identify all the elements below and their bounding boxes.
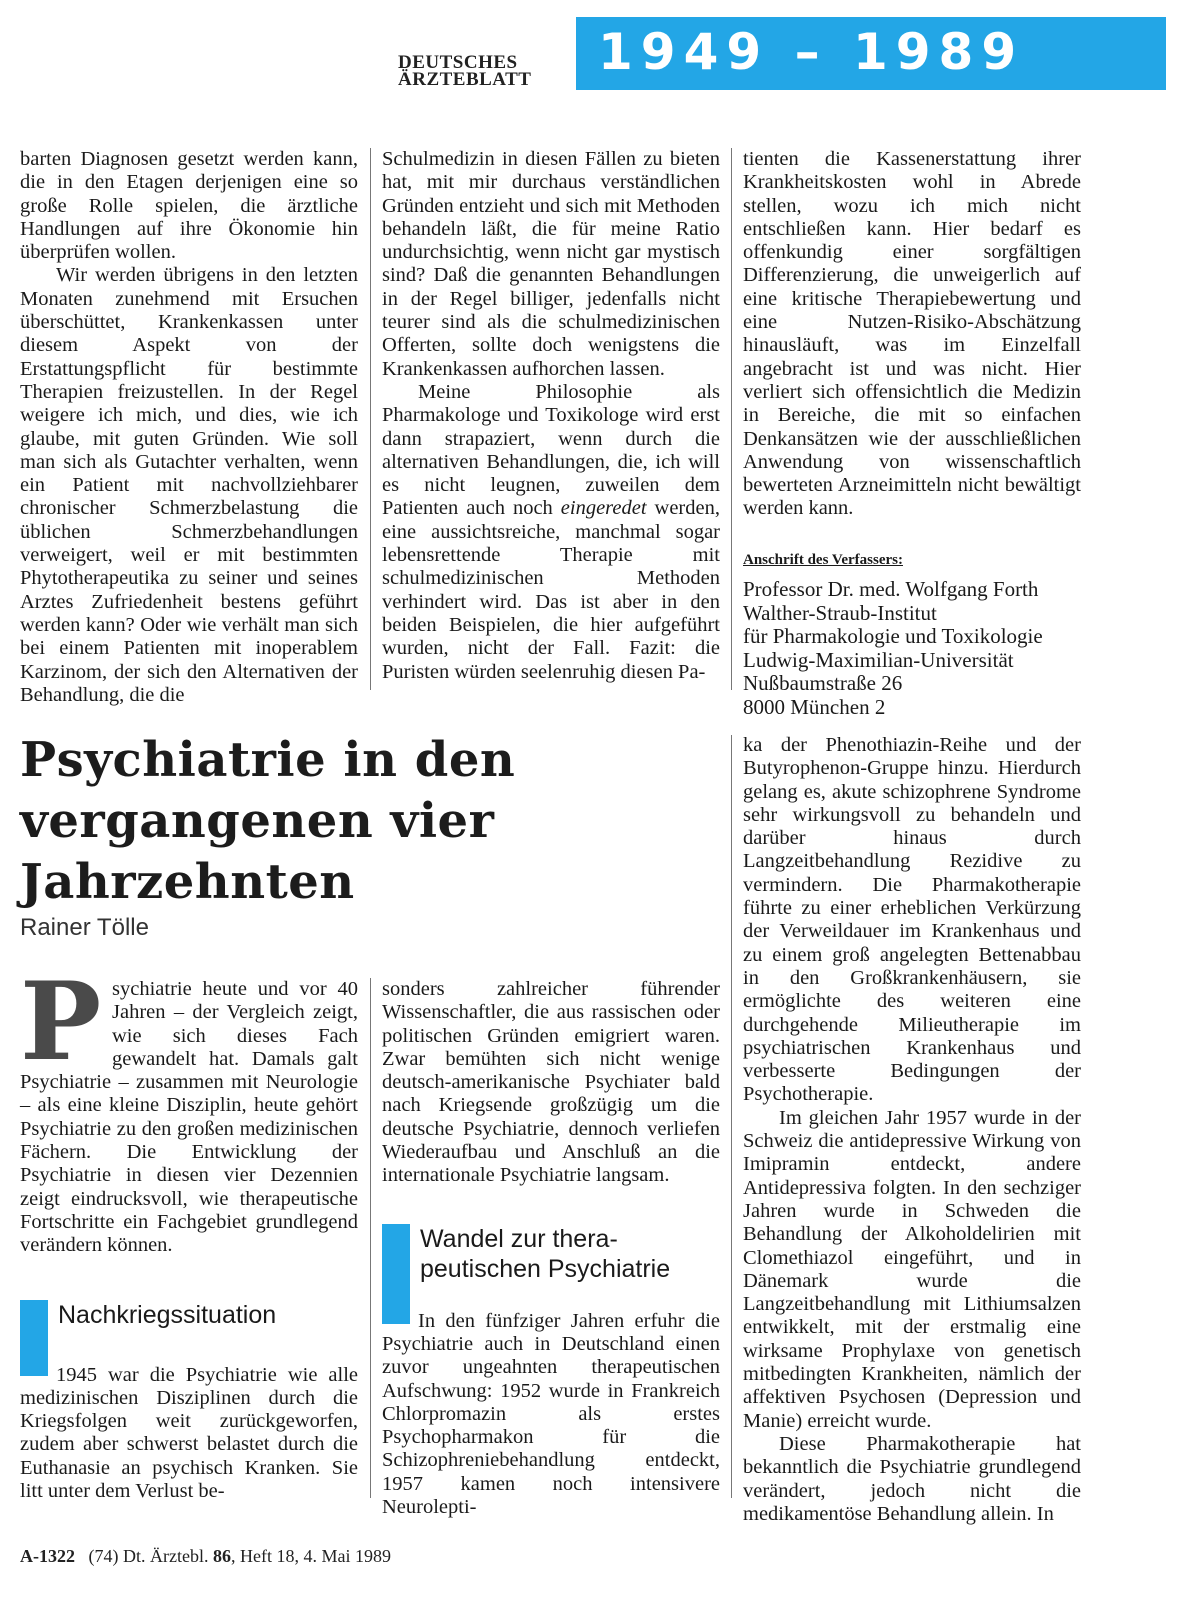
paragraph: sonders zahlreicher führender Wissenschaftler, die aus rassischen oder politischen Gründen emigriert waren. Zwar bemühten sich nicht wenige deutsch-amerikanische Psychiater bald nach Kriegsende großzügig um die deutsche Psychiatrie, dennoch verliefen Wiederaufbau und Anschluß an die internationale Psychiatrie langsam. (382, 978, 720, 1187)
address-line: für Pharmakologie und Toxikologie (743, 624, 1043, 649)
paragraph: ka der Phenothiazin-Reihe und der Butyrophenon-Gruppe hinzu. Hierdurch gelang es, akute schizophrene Syndrome sehr wirkungsvoll zu behandeln und darüber hinaus durch Langzeitbehandlung Rezidive zu vermindern. Die Pharmakotherapie führte zu einer erheblichen Verkürzung der Verweildauer im Krankenhaus und zu einem groß angelegten Bettenabbau in den Großkrankenhäusern, sie ermöglichte des weiteren eine durchgehende Milieutherapie im psychiatrischen Krankenhaus und verbesserte Bedingungen der Psychotherapie. (743, 734, 1081, 1106)
article-column-1 (20, 959, 358, 1503)
masthead-year-banner (576, 17, 1166, 90)
section-accent-bar (20, 1300, 48, 1376)
section-heading-wandel (382, 1224, 720, 1310)
address-line: Ludwig-Maximilian-Universität (743, 647, 1014, 672)
page-number: A-1322 (20, 1546, 75, 1566)
column-divider (370, 978, 371, 1498)
volume-number: 86 (212, 1546, 231, 1566)
section-title (420, 1224, 670, 1284)
article-column-3 (743, 734, 1081, 1526)
masthead-title-line2: ÄRZTEBLATT (398, 69, 532, 90)
paragraph: barten Diagnosen gesetzt werden kann, die in den Etagen derjenigen eine so große Rolle spielen, die ärztliche Handlungen auf ihre Ökonomie hin überprüfen wollen. (20, 148, 358, 264)
masthead-years: 1949 – 1989 (598, 23, 1025, 81)
masthead-title (398, 54, 566, 88)
intro-text: sychiatrie heute und vor 40 Jahren – der Vergleich zeigt, wie sich dieses Fach gewandelt hat. Damals galt Psychiatrie – zusammen mit Neurologie – als eine kleine Disziplin, heute gehört Psychiatrie zu den großen medizinischen Fächern. Die Entwicklung der Psychiatrie in diesen vier Dezennien zeigt eindrucksvoll, wie therapeutische Fortschritte ein Fachgebiet grundlegend verändern können. (20, 978, 358, 1257)
paragraph: Im gleichen Jahr 1957 wurde in der Schweiz die antidepressive Wirkung von Imipramin entdeckt, andere Antidepressiva folgten. In den sechziger Jahren wurde in Schweden die Behandlung der Alkoholdelirien mit Clomethiazol eingeführt, und in Dänemark wurde die Langzeitbehandlung mit Lithiumsalzen entwikkelt, mit der erstmalig eine wirksame Prophylaxe von genetisch mitbedingten Krankheiten, nämlich der affektiven Psychosen (Depression und Manie) erreicht wurde. (743, 1106, 1081, 1432)
issue-details: , Heft 18, 4. Mai 1989 (230, 1546, 391, 1566)
emphasis-text: eingeredet (560, 497, 647, 520)
article-column-2 (382, 978, 720, 1519)
text-run: Meine Philosophie als Pharmakologe und Toxikologe wird erst dann strapaziert, wenn durch die alternativen Behandlungen, die, ich will es nicht leugnen, zuweilen dem Patienten auch noch (382, 380, 720, 520)
address-label: Anschrift des Verfassers: (743, 551, 903, 568)
column-divider (731, 735, 732, 1498)
page-footer (20, 1546, 391, 1567)
column-divider (731, 148, 732, 690)
article-author: Rainer Tölle (20, 914, 149, 941)
paragraph: In den fünfziger Jahren erfuhr die Psychiatrie auch in Deutschland einen zuvor ungeahnten therapeutischen Aufschwung: 1952 wurde in Frankreich Chlorpromazin als erstes Psychopharmakon für die Schizophreniebehandlung entdeckt, 1957 kamen noch intensivere Neurolepti- (382, 1309, 720, 1519)
masthead-title-line1: DEUTSCHES (398, 52, 518, 73)
issue-label: (74) Dt. Ärztebl. (88, 1546, 209, 1566)
paragraph: tienten die Kassenerstattung ihrer Krankheitskosten wohl in Abrede stellen, wozu ich mich nicht entschließen kann. Hier bedarf es offenkundig einer sorgfältigen Differenzierung, die unweigerlich auf eine kritische Therapiebewertung und eine Nutzen-Risiko-Abschätzung hinausläuft, was im Einzelfall angebracht ist und was nicht. Hier verliert sich offensichtlich die Medizin in Bereiche, die mit so einfachen Denkansätzen wie der ausschließlichen Anwendung von wissenschaftlich bewerteten Arzneimitteln nicht bewältigt werden kann. (743, 148, 1081, 520)
text-run: werden, eine aussichtsreiche, manchmal sogar lebensrettende Therapie mit schulmedizinischen Methoden verhindert wird. Das ist aber in den beiden Beispielen, die hier aufgeführt wurden, nicht der Fall. Fazit: die Puristen würden seelenruhig diesen Pa- (382, 497, 720, 683)
section-title-line1: Wandel zur thera- (420, 1224, 618, 1253)
section-title-line2: peutischen Psychiatrie (420, 1254, 671, 1283)
address-line: Walther-Straub-Institut (743, 600, 937, 625)
paragraph: Diese Pharmakotherapie hat bekanntlich die Psychiatrie grundlegend verändert, jedoch nicht die medikamentöse Behandlung allein. In (743, 1432, 1081, 1525)
previous-article-column-3 (743, 148, 1081, 719)
paragraph: 1945 war die Psychiatrie wie alle medizinischen Disziplinen durch die Kriegsfolgen weit zurückgeworfen, zudem aber schwerst belastet durch die Euthanasie an psychisch Kranken. Sie litt unter dem Verlust be- (20, 1363, 358, 1503)
article-headline: Psychiatrie in den vergangenen vier Jahrzehnten (20, 732, 516, 910)
address-line: 8000 München 2 (743, 694, 886, 719)
previous-article-column-2 (382, 148, 720, 684)
address-line: Professor Dr. med. Wolfgang Forth (743, 577, 1039, 602)
drop-cap: P (20, 959, 102, 1085)
address-line: Nußbaumstraße 26 (743, 671, 903, 696)
section-heading-nachkriegssituation (20, 1300, 358, 1364)
column-divider (370, 148, 371, 690)
previous-article-column-1 (20, 148, 358, 707)
section-title: Nachkriegssituation (58, 1300, 277, 1329)
intro-paragraph (20, 959, 358, 1258)
paragraph: Schulmedizin in diesen Fällen zu bieten hat, mit mir durchaus verständlichen Gründen entzieht und sich mit Methoden behandeln läßt, die für meine Ratio undurchsichtig, wenn nicht gar mystisch sind? Daß die genannten Behandlungen in der Regel billiger, jedenfalls nicht teurer sind als die schulmedizinischen Offerten, sollte doch wenigstens die Krankenkassen aufhorchen lassen. (382, 148, 720, 380)
paragraph: Wir werden übrigens in den letzten Monaten zunehmend mit Ersuchen überschüttet, Krankenkassen unter diesem Aspekt von der Erstattungspflicht für bestimmte Therapien freizustellen. In der Regel weigere ich mich, und dies, wie ich glaube, mit guten Gründen. Wie soll man sich als Gutachter verhalten, wenn ein Patient mit nachvollziehbarer chronischer Schmerzbelastung die üblichen Schmerzbehandlungen verweigert, weil er mit bestimmten Phytotherapeutika zu seiner und seines Arztes Zufriedenheit bestens geführt werden kann? Oder wie verhält man sich bei einem Patienten mit inoperablem Karzinom, der sich den Alternativen der Behandlung, die die (20, 264, 358, 706)
section-accent-bar (382, 1224, 410, 1324)
paragraph (382, 381, 720, 684)
